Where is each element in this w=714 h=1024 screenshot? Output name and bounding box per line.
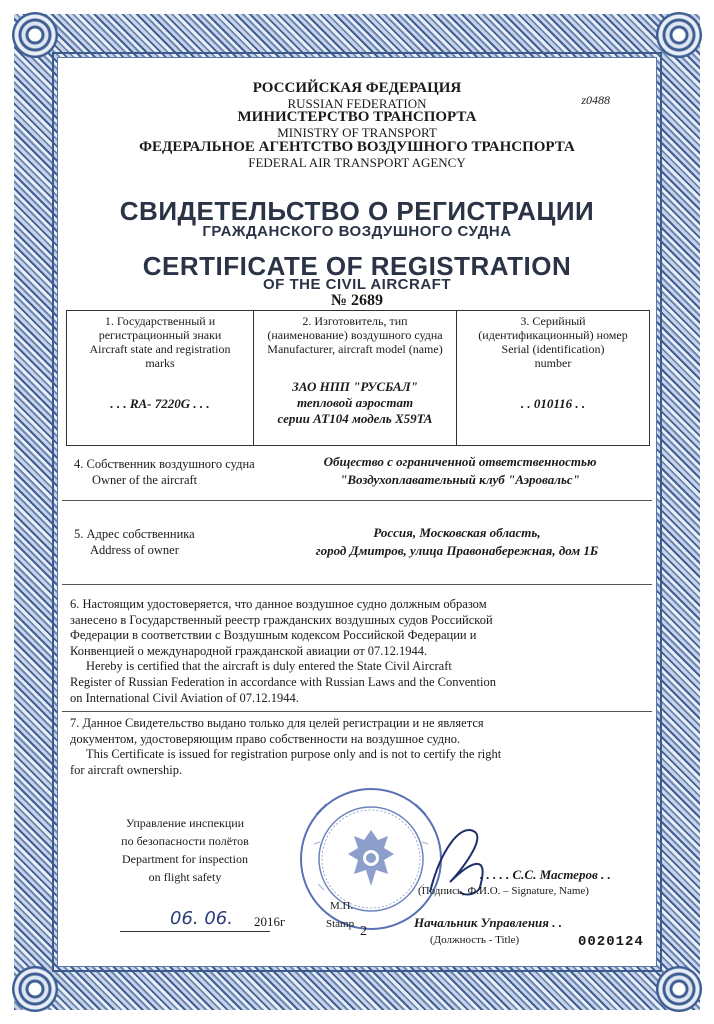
divider xyxy=(62,500,652,501)
address-label xyxy=(74,526,195,558)
signer-name: . . . . . С.С. Мастеров . . xyxy=(480,867,611,882)
para6-en-line: Hereby is certified that the aircraft is duly entered the State Civil Aircraft xyxy=(86,659,452,674)
marks-header-line: Aircraft state and registration xyxy=(89,342,231,356)
marks-header-line: marks xyxy=(145,356,175,370)
position-caption: (Должность - Title) xyxy=(430,934,520,946)
stamp-mp: М.П. xyxy=(330,900,354,912)
para7-en-line: This Certificate is issued for registration purpose only and is not to certify the right xyxy=(86,747,502,762)
issue-year: 2016г xyxy=(254,914,286,929)
address-label-en: Address of owner xyxy=(90,543,179,557)
address-value-line: Россия, Московская область, xyxy=(373,525,541,540)
dept-line: on flight safety xyxy=(148,870,222,884)
serial-header-line: number xyxy=(534,356,572,370)
owner-label xyxy=(74,456,255,488)
serial-header-line: Serial (identification) xyxy=(501,342,605,356)
header-agency-ru: ФЕДЕРАЛЬНОЕ АГЕНТСТВО ВОЗДУШНОГО ТРАНСПОРТА xyxy=(139,139,575,155)
grid-col-serial xyxy=(457,311,649,445)
subtitle-ru: ГРАЖДАНСКОГО ВОЗДУШНОГО СУДНА xyxy=(202,223,512,240)
grid-col-marks xyxy=(67,311,253,445)
marks-header-line: 1. Государственный и xyxy=(104,314,216,328)
grid-col-manufacturer xyxy=(253,311,457,445)
marks-header-line: регистрационный знаки xyxy=(98,328,222,342)
para6-ru-line: 6. Настоящим удостоверяется, что данное воздушное судно должным образом xyxy=(70,597,487,611)
manufacturer-header xyxy=(258,314,452,356)
header-agency-en: FEDERAL AIR TRANSPORT AGENCY xyxy=(248,155,466,170)
bottom-serial: 0020124 xyxy=(578,934,644,950)
corner-rosette-top-right xyxy=(656,12,702,58)
owner-label-en: Owner of the aircraft xyxy=(92,473,198,487)
header-ministry-ru: МИНИСТЕРСТВО ТРАНСПОРТА xyxy=(237,109,477,125)
signature-caption: (Подпись, Ф.И.О. – Signature, Name) xyxy=(418,885,589,897)
manufacturer-header-line: (наименование) воздушного судна xyxy=(267,328,443,342)
certificate-number: № 2689 xyxy=(330,292,384,309)
dept-line: Управление инспекции xyxy=(125,816,245,830)
manufacturer-header-line: 2. Изготовитель, тип xyxy=(302,314,408,328)
registration-mark-value: . . . RA- 7220G . . . xyxy=(110,396,210,411)
stamp-number: 2 xyxy=(360,924,367,939)
registration-grid xyxy=(66,310,650,446)
header-ministry-en: MINISTRY OF TRANSPORT xyxy=(277,125,437,140)
divider xyxy=(62,711,652,712)
manufacturer-value-line: серии АТ104 модель Х59ТА xyxy=(277,411,433,426)
owner-label-ru: 4. Собственник воздушного судна xyxy=(74,457,255,471)
paragraph-6 xyxy=(70,597,645,706)
corner-rosette-bottom-left xyxy=(12,966,58,1012)
manufacturer-value-line: ЗАО НПП "РУСБАЛ" xyxy=(292,379,418,394)
manufacturer-header-line: Manufacturer, aircraft model (name) xyxy=(267,342,443,356)
manufacturer-value-line: тепловой аэростат xyxy=(296,395,414,410)
para6-ru-line: занесено в Государственный реестр гражданских воздушных судов Российской xyxy=(70,612,493,627)
title-ru: СВИДЕТЕЛЬСТВО О РЕГИСТРАЦИИ xyxy=(119,196,595,226)
address-label-ru: 5. Адрес собственника xyxy=(74,527,195,541)
top-serial: z0488 xyxy=(581,93,610,107)
serial-number-value: . . 010116 . . xyxy=(520,396,586,411)
para7-en-line: for aircraft ownership. xyxy=(70,762,183,777)
divider xyxy=(62,584,652,585)
header-country-ru: РОССИЙСКАЯ ФЕДЕРАЦИЯ xyxy=(252,80,462,96)
manufacturer-value xyxy=(258,379,452,427)
marks-header xyxy=(71,314,249,370)
date-underline xyxy=(120,931,270,932)
issue-date: 06. 06. xyxy=(170,908,233,929)
title-en: CERTIFICATE OF REGISTRATION xyxy=(142,251,572,281)
dept-line: по безопасности полётов xyxy=(121,834,249,848)
address-value-line: город Дмитров, улица Правонабережная, дом 1Б xyxy=(315,543,599,558)
dept-line: Department for inspection xyxy=(122,852,248,866)
serial-header xyxy=(461,314,645,370)
owner-value-line: "Воздухоплавательный клуб "Аэровальс" xyxy=(340,472,580,487)
para7-ru-line: документом, удостоверяющим право собственности на воздушное судно. xyxy=(70,731,461,746)
para6-ru-line: Федерации в соответствии с Воздушным кодексом Российской Федерации и xyxy=(70,628,477,643)
owner-value xyxy=(270,453,650,489)
header-country-en: RUSSIAN FEDERATION xyxy=(287,96,427,111)
paragraph-7 xyxy=(70,716,645,778)
corner-rosette-bottom-right xyxy=(656,966,702,1012)
address-value xyxy=(262,524,652,560)
para7-ru-line: 7. Данное Свидетельство выдано только для целей регистрации и не является xyxy=(70,716,484,730)
para6-ru-line: Конвенцией о международной гражданской авиации от 07.12.1944. xyxy=(70,643,428,658)
stamp-label: Stamp xyxy=(326,918,355,930)
para6-en-line: on International Civil Aviation of 07.12.1944. xyxy=(70,690,299,705)
issuing-department xyxy=(100,814,270,886)
serial-header-line: 3. Серийный xyxy=(520,314,586,328)
owner-value-line: Общество с ограниченной ответственностью xyxy=(323,454,597,469)
signer-position: Начальник Управления . . xyxy=(414,915,562,930)
para6-en-line: Register of Russian Federation in accordance with Russian Laws and the Convention xyxy=(70,674,496,689)
serial-header-line: (идентификационный) номер xyxy=(478,328,628,342)
subtitle-en: OF THE CIVIL AIRCRAFT xyxy=(263,276,451,293)
